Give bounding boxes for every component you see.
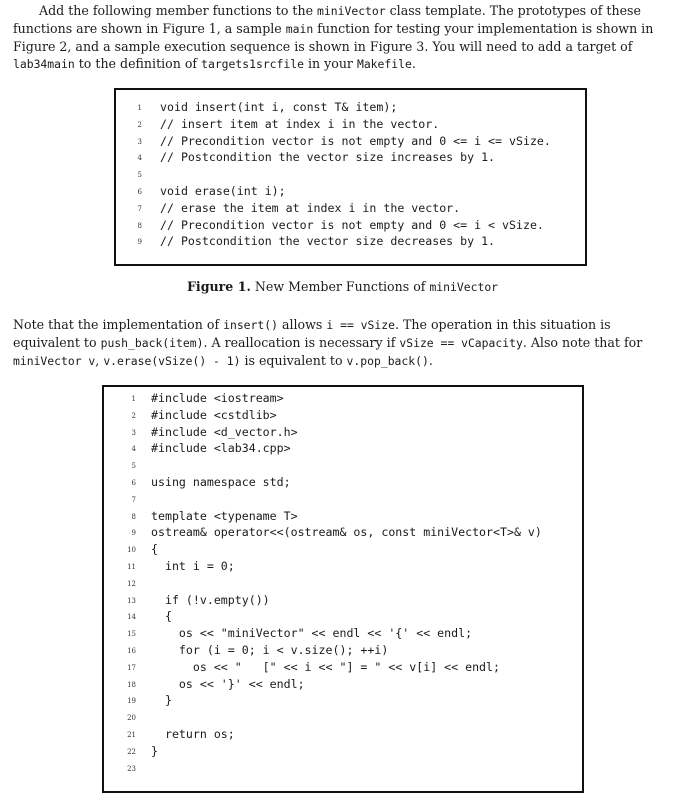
text: . A reallocation is necessary if bbox=[203, 335, 400, 350]
line-number: 12 bbox=[127, 579, 136, 588]
code-line bbox=[104, 474, 582, 491]
line-number: 3 bbox=[131, 428, 136, 437]
code-text: // insert item at index i in the vector. bbox=[160, 116, 440, 131]
text: . bbox=[428, 353, 433, 368]
text: class template. The prototypes of these functions are shown in Figure 1, a sample bbox=[13, 3, 641, 36]
code-term: v.erase(vSize() - 1) bbox=[103, 354, 241, 368]
code-term: push_back(item) bbox=[100, 336, 204, 350]
code-text: // Precondition vector is not empty and 0 <= i < vSize. bbox=[160, 217, 544, 232]
code-line bbox=[104, 524, 582, 541]
figure1-code-box bbox=[114, 88, 587, 266]
code-term: miniVector bbox=[317, 4, 386, 18]
figure2-code-box bbox=[102, 385, 584, 793]
intro-paragraph bbox=[13, 2, 675, 73]
code-line bbox=[104, 457, 582, 474]
code-line bbox=[104, 743, 582, 760]
code-line bbox=[116, 217, 585, 234]
code-line bbox=[104, 491, 582, 508]
code-line bbox=[104, 592, 582, 609]
caption-code: miniVector bbox=[429, 280, 499, 294]
line-number: 9 bbox=[137, 238, 142, 247]
code-line bbox=[104, 709, 582, 726]
code-text: #include <cstdlib> bbox=[151, 407, 277, 422]
code-line bbox=[116, 200, 585, 217]
text: Add the following member functions to the bbox=[39, 3, 318, 18]
code-line bbox=[104, 676, 582, 693]
code-text: void erase(int i); bbox=[160, 183, 286, 198]
code-text: return os; bbox=[151, 726, 235, 741]
code-text: { bbox=[151, 542, 158, 557]
line-number: 18 bbox=[127, 680, 136, 689]
line-number: 16 bbox=[127, 646, 136, 655]
code-line bbox=[116, 133, 585, 150]
code-line bbox=[104, 625, 582, 642]
text: . Also note that for bbox=[522, 335, 643, 350]
text: is equivalent to bbox=[240, 353, 347, 368]
code-line bbox=[104, 558, 582, 575]
line-number: 8 bbox=[131, 512, 136, 521]
code-text: int i = 0; bbox=[151, 558, 235, 573]
code-line bbox=[104, 692, 582, 709]
code-term: insert() bbox=[223, 318, 278, 332]
code-text: os << "miniVector" << endl << '{' << endl; bbox=[151, 626, 473, 641]
code-text: template <typename T> bbox=[151, 508, 298, 523]
line-number: 20 bbox=[127, 714, 136, 723]
line-number: 5 bbox=[137, 171, 142, 180]
code-term: targets1srcfile bbox=[201, 57, 304, 71]
figure1-code-listing bbox=[116, 99, 585, 250]
code-term: lab34main bbox=[13, 57, 75, 71]
text: allows bbox=[277, 317, 327, 332]
line-number: 7 bbox=[137, 204, 142, 213]
code-text: ostream& operator<<(ostream& os, const miniVector<T>& v) bbox=[151, 525, 542, 540]
code-text: #include <lab34.cpp> bbox=[151, 441, 291, 456]
text: to the definition of bbox=[74, 56, 202, 71]
line-number: 10 bbox=[127, 546, 136, 555]
line-number: 5 bbox=[131, 462, 136, 471]
code-term: main bbox=[285, 22, 314, 36]
code-text: using namespace std; bbox=[151, 474, 291, 489]
code-text: os << '}' << endl; bbox=[151, 676, 305, 691]
figure1-caption bbox=[0, 278, 685, 296]
code-line bbox=[116, 183, 585, 200]
code-line bbox=[116, 116, 585, 133]
figure2-code-listing bbox=[104, 390, 582, 776]
code-line bbox=[104, 575, 582, 592]
code-term: i == vSize bbox=[326, 318, 395, 332]
line-number: 23 bbox=[127, 764, 136, 773]
code-text: #include <iostream> bbox=[151, 391, 284, 405]
text: . bbox=[411, 56, 416, 71]
line-number: 6 bbox=[131, 478, 136, 487]
line-number: 17 bbox=[127, 663, 136, 672]
line-number: 1 bbox=[137, 104, 142, 112]
code-line bbox=[104, 407, 582, 424]
code-line bbox=[104, 424, 582, 441]
code-term: v.pop_back() bbox=[346, 354, 429, 368]
code-term: vSize == vCapacity bbox=[399, 336, 523, 350]
line-number: 14 bbox=[127, 613, 136, 622]
code-text: // Precondition vector is not empty and 0 <= i <= vSize. bbox=[160, 133, 551, 148]
line-number: 21 bbox=[127, 730, 136, 739]
text: Note that the implementation of bbox=[13, 317, 224, 332]
code-line bbox=[104, 608, 582, 625]
note-paragraph bbox=[13, 316, 675, 370]
code-text: os << " [" << i << "] = " << v[i] << endl; bbox=[151, 659, 501, 674]
line-number: 8 bbox=[137, 221, 142, 230]
code-line bbox=[104, 726, 582, 743]
line-number: 22 bbox=[127, 747, 136, 756]
text: , bbox=[95, 353, 104, 368]
code-line bbox=[104, 659, 582, 676]
code-line bbox=[104, 760, 582, 777]
code-line bbox=[116, 99, 585, 116]
caption-text: New Member Functions of bbox=[250, 279, 430, 294]
code-line bbox=[116, 166, 585, 183]
text: . The operation in this situation is equivalent to bbox=[13, 317, 611, 350]
caption-label: Figure 1. bbox=[186, 279, 251, 294]
code-text: // Postcondition the vector size decreases by 1. bbox=[160, 234, 496, 249]
code-line bbox=[104, 390, 582, 407]
line-number: 11 bbox=[127, 562, 136, 571]
line-number: 2 bbox=[131, 411, 136, 420]
code-line bbox=[104, 508, 582, 525]
code-text: } bbox=[151, 743, 158, 758]
code-line bbox=[116, 233, 585, 250]
code-text: if (!v.empty()) bbox=[151, 592, 270, 607]
code-text: for (i = 0; i < v.size(); ++i) bbox=[151, 642, 389, 657]
code-line bbox=[104, 440, 582, 457]
line-number: 9 bbox=[131, 529, 136, 538]
line-number: 4 bbox=[131, 445, 136, 454]
code-term: Makefile bbox=[356, 57, 412, 71]
code-line bbox=[104, 541, 582, 558]
code-text: void insert(int i, const T& item); bbox=[160, 100, 398, 114]
line-number: 6 bbox=[137, 187, 142, 196]
code-term: miniVector v bbox=[13, 354, 96, 368]
line-number: 15 bbox=[127, 630, 136, 639]
code-text: } bbox=[151, 693, 172, 708]
line-number: 19 bbox=[127, 697, 136, 706]
code-text: // erase the item at index i in the vector. bbox=[160, 200, 461, 215]
text: in your bbox=[303, 56, 357, 71]
line-number: 13 bbox=[127, 596, 136, 605]
line-number: 3 bbox=[137, 137, 142, 146]
code-text: #include <d_vector.h> bbox=[151, 424, 298, 439]
line-number: 4 bbox=[137, 154, 142, 163]
code-line bbox=[116, 149, 585, 166]
line-number: 7 bbox=[131, 495, 136, 504]
line-number: 1 bbox=[131, 395, 136, 403]
code-text: { bbox=[151, 609, 172, 624]
text: function for testing your implementation is shown in Figure 2, and a sample execution sequence is shown in Figure 3. You will need to add a target of bbox=[13, 21, 654, 54]
code-line bbox=[104, 642, 582, 659]
code-text: // Postcondition the vector size increases by 1. bbox=[160, 150, 496, 165]
line-number: 2 bbox=[137, 120, 142, 129]
